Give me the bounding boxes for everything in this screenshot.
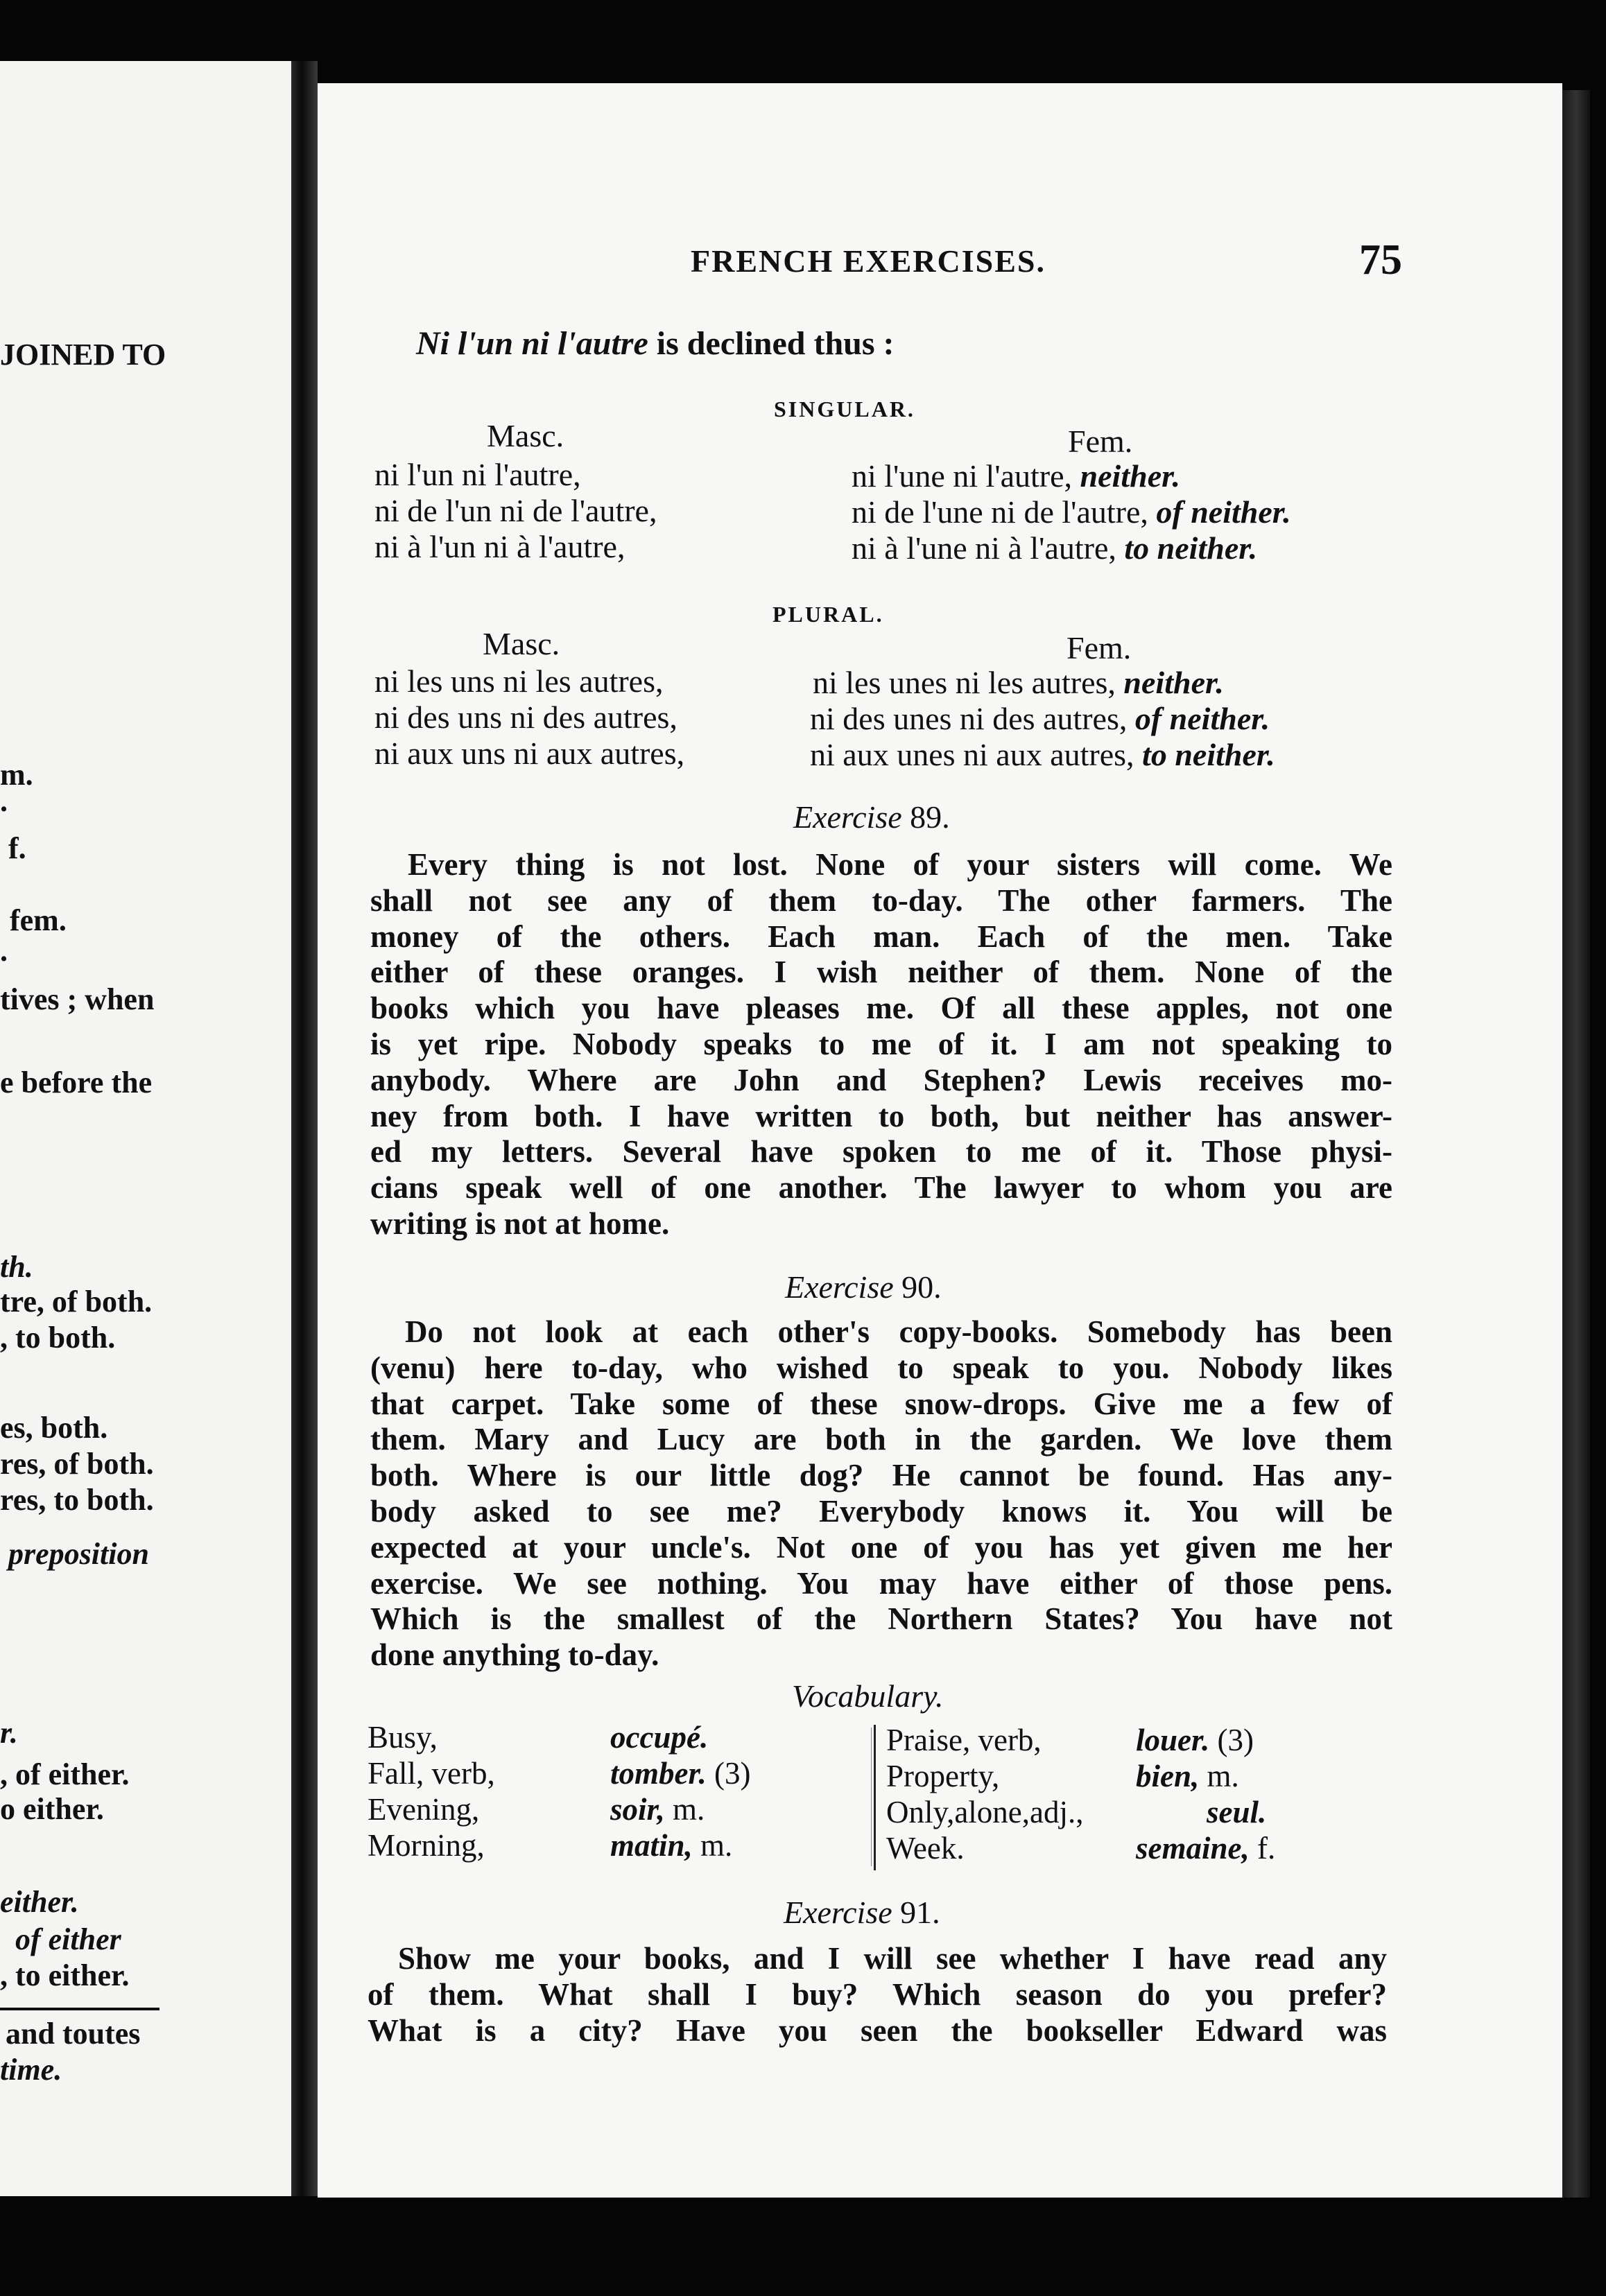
left-page xyxy=(0,61,291,2196)
exercise-89-title: Exercise 89. xyxy=(793,799,950,835)
left-fragment: res, to both. xyxy=(0,1483,154,1517)
plural-fem-form: ni des unes ni des autres, of neither. xyxy=(810,701,1270,736)
singular-masc-form: ni à l'un ni à l'autre, xyxy=(374,529,625,564)
vocab-fr: matin, m. xyxy=(610,1828,733,1863)
exercise-89-text xyxy=(370,847,1392,1242)
vocab-en: Property, xyxy=(886,1759,1000,1793)
text-line: cians speak well of one another. The lawyer to whom you are xyxy=(370,1170,1392,1206)
plural-heading: PLURAL. xyxy=(772,602,884,627)
plural-masc-label: Masc. xyxy=(483,626,560,661)
singular-fem-form: ni à l'une ni à l'autre, to neither. xyxy=(852,530,1258,566)
left-fragment: preposition xyxy=(8,1537,149,1571)
text-line: money of the others. Each man. Each of the men. Take xyxy=(370,919,1392,954)
singular-fem-form: ni l'une ni l'autre, neither. xyxy=(852,458,1180,494)
text-line: books which you have pleases me. Of all these apples, not one xyxy=(370,991,1392,1026)
text-line: writing is not at home. xyxy=(370,1206,670,1241)
text-line: body asked to see me? Everybody knows it. You will be xyxy=(370,1493,1392,1529)
left-fragment: , to either. xyxy=(0,1958,130,1992)
plural-fem-label: Fem. xyxy=(1067,630,1132,666)
exercise-90-text xyxy=(370,1314,1392,1673)
left-fragment: either. xyxy=(0,1885,79,1919)
text-line: Every thing is not lost. None of your sisters will come. We xyxy=(408,847,1392,882)
left-fragment: JOINED TO xyxy=(0,338,166,372)
text-line: shall not see any of them to-day. The other farmers. The xyxy=(370,882,1392,918)
vocab-fr: semaine, f. xyxy=(1136,1831,1276,1866)
singular-masc-form: ni de l'un ni de l'autre, xyxy=(374,493,657,528)
vocab-en: Morning, xyxy=(368,1828,485,1863)
vocabulary-divider xyxy=(871,1728,872,1866)
vocab-fr: occupé. xyxy=(610,1720,709,1755)
page-edge xyxy=(1562,90,1590,2198)
text-line: anybody. Where are John and Stephen? Lewis receives mo- xyxy=(370,1062,1392,1097)
singular-fem-label: Fem. xyxy=(1068,424,1133,459)
text-line: is yet ripe. Nobody speaks to me of it. I am not speaking to xyxy=(370,1026,1392,1061)
left-fragment: time. xyxy=(0,2053,62,2087)
singular-fem-form: ni de l'une ni de l'autre, of neither. xyxy=(852,494,1291,530)
left-fragment: res, of both. xyxy=(0,1447,154,1481)
vocab-en: Busy, xyxy=(368,1720,438,1755)
text-line: Do not look at each other's copy-books. Somebody has been xyxy=(405,1314,1392,1349)
running-head: FRENCH EXERCISES. xyxy=(691,243,1046,279)
exercise-91-text xyxy=(368,1941,1387,2049)
vocab-fr: soir, m. xyxy=(610,1792,705,1827)
text-line: that carpet. Take some of these snow-drops. Give me a few of xyxy=(370,1386,1392,1421)
text-line: either of these oranges. I wish neither of them. None of the xyxy=(370,955,1392,990)
vocab-en: Week. xyxy=(886,1831,965,1866)
vocab-en: Only,alone,adj., xyxy=(886,1795,1084,1829)
text-line: What is a city? Have you seen the bookseller Edward was xyxy=(368,2012,1387,2048)
vocab-fr: bien, m. xyxy=(1136,1759,1239,1793)
text-line: Show me your books, and I will see whether I have read any xyxy=(398,1941,1387,1976)
left-fragment: th. xyxy=(0,1250,33,1284)
left-fragment: , of either. xyxy=(0,1757,130,1791)
left-fragment: e before the xyxy=(0,1066,153,1099)
text-line: done anything to-day. xyxy=(370,1637,659,1673)
vocabulary-title: Vocabulary. xyxy=(792,1678,944,1714)
text-line: ney from both. I have written to both, but neither has answer- xyxy=(370,1098,1392,1133)
text-line: Which is the smallest of the Northern States? You have not xyxy=(370,1601,1392,1637)
left-fragment: fem. xyxy=(10,903,67,937)
left-fragment: m. xyxy=(0,758,33,792)
plural-masc-form: ni des uns ni des autres, xyxy=(374,699,677,735)
singular-masc-form: ni l'un ni l'autre, xyxy=(374,457,581,492)
text-line: expected at your uncle's. Not one of you has yet given me her xyxy=(370,1529,1392,1565)
text-line: exercise. We see nothing. You may have either of those pens. xyxy=(370,1565,1392,1601)
plural-fem-form: ni les unes ni les autres, neither. xyxy=(813,665,1224,700)
left-fragment: . xyxy=(0,784,8,818)
text-line: ed my letters. Several have spoken to me of it. Those physi- xyxy=(370,1134,1392,1169)
vocab-en: Evening, xyxy=(368,1792,480,1827)
text-line: both. Where is our little dog? He cannot be found. Has any- xyxy=(370,1458,1392,1493)
left-fragment: . xyxy=(0,934,8,968)
left-fragment: tives ; when xyxy=(0,982,155,1016)
vocab-fr: louer. (3) xyxy=(1136,1723,1254,1757)
left-fragment: tre, of both. xyxy=(0,1285,153,1319)
book-gutter xyxy=(291,61,318,2196)
text-line: of them. What shall I buy? Which season do you prefer? xyxy=(368,1976,1387,2012)
left-fragment: r. xyxy=(0,1716,18,1750)
exercise-90-title: Exercise 90. xyxy=(785,1269,942,1305)
vocab-en: Fall, verb, xyxy=(368,1756,495,1791)
text-line: them. Mary and Lucy are both in the garden. We love them xyxy=(370,1422,1392,1457)
plural-masc-form: ni aux uns ni aux autres, xyxy=(374,736,685,771)
left-fragment: es, both. xyxy=(0,1411,108,1445)
singular-heading: SINGULAR. xyxy=(774,397,915,421)
singular-masc-label: Masc. xyxy=(487,418,564,453)
page-number: 75 xyxy=(1359,236,1402,284)
intro-line: Ni l'un ni l'autre is declined thus : xyxy=(416,325,895,362)
left-fragment: f. xyxy=(8,831,26,865)
exercise-91-title: Exercise 91. xyxy=(784,1895,940,1930)
left-fragment: , to both. xyxy=(0,1321,116,1355)
text-line: (venu) here to-day, who wished to speak to you. Nobody likes xyxy=(370,1350,1392,1385)
left-fragment: of either xyxy=(15,1922,121,1956)
plural-fem-form: ni aux unes ni aux autres, to neither. xyxy=(810,737,1275,772)
left-fragment: o either. xyxy=(0,1792,104,1826)
vocabulary-divider xyxy=(874,1725,876,1870)
left-rule xyxy=(0,2008,159,2010)
vocab-en: Praise, verb, xyxy=(886,1723,1042,1757)
vocab-fr: tomber. (3) xyxy=(610,1756,751,1791)
plural-masc-form: ni les uns ni les autres, xyxy=(374,663,664,699)
vocab-fr: seul. xyxy=(1207,1795,1267,1829)
left-fragment: and toutes xyxy=(6,2017,141,2051)
